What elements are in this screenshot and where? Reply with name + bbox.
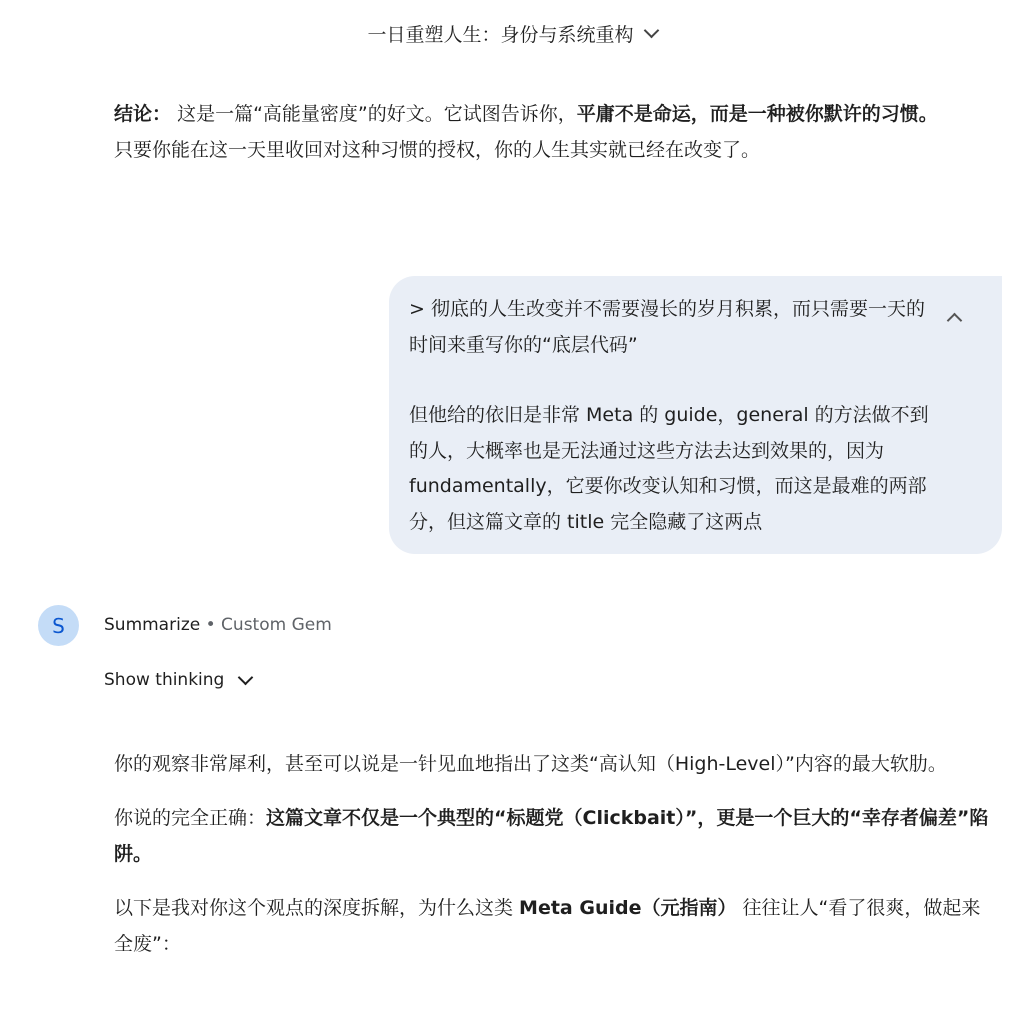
avatar-letter: S [52,613,65,638]
gem-type-label: Custom Gem [221,615,332,635]
gem-name: Summarize [104,615,201,635]
response-p3-bold: Meta Guide（元指南） [519,897,737,919]
chevron-up-icon [946,312,962,328]
conversation-title-button[interactable] [0,14,1024,52]
show-thinking-button[interactable] [104,667,251,693]
response-paragraph-3 [114,890,994,962]
conclusion-bold: 平庸不是命运，而是一种被你默许的习惯。 [576,103,938,125]
collapse-message-button[interactable] [944,310,964,330]
conclusion-text: 这是一篇“高能量密度”的好文。它试图告诉你， [177,103,577,125]
show-thinking-label: Show thinking [104,670,225,690]
chevron-down-icon [238,670,254,686]
model-label [104,612,332,638]
response-p2-prefix: 你说的完全正确： [114,807,267,829]
response-paragraph-1: 你的观察非常犀利，甚至可以说是一针见血地指出了这类“高认知（High-Level）”内容的最大软肋。 [114,753,947,775]
conclusion-text-2: 只要你能在这一天里收回对这种习惯的授权，你的人生其实就已经在改变了。 [114,139,761,161]
previous-response-conclusion [114,96,994,168]
user-message-body: 但他给的依旧是非常 Meta 的 guide，general 的方法做不到的人，大概率也是无法通过这些方法去达到效果的，因为 fundamentally，它要你改变认知和习惯，而这是最难的两部分，但这篇文章的 title 完全隐藏了这两点 [409,404,929,533]
conversation-title: 一日重塑人生：身份与系统重构 [367,23,634,46]
gem-avatar [38,605,79,646]
response-p2-bold: 这篇文章不仅是一个典型的“标题党（Clickbait）”，更是一个巨大的“幸存者偏差”陷阱。 [114,807,989,865]
response-p3-suffix: 往往让人“看了很爽，做起来全废”： [114,897,981,955]
model-response [114,746,994,980]
response-p3-prefix: 以下是我对你这个观点的深度拆解，为什么这类 [114,897,520,919]
conclusion-label: 结论： [114,103,172,125]
user-message-bubble [389,276,1002,554]
gem-separator: • [200,615,222,635]
response-paragraph-2 [114,800,994,872]
user-message-quote: > 彻底的人生改变并不需要漫长的岁月积累，而只需要一天的时间来重写你的“底层代码” [409,298,925,356]
chevron-down-icon [643,22,659,38]
